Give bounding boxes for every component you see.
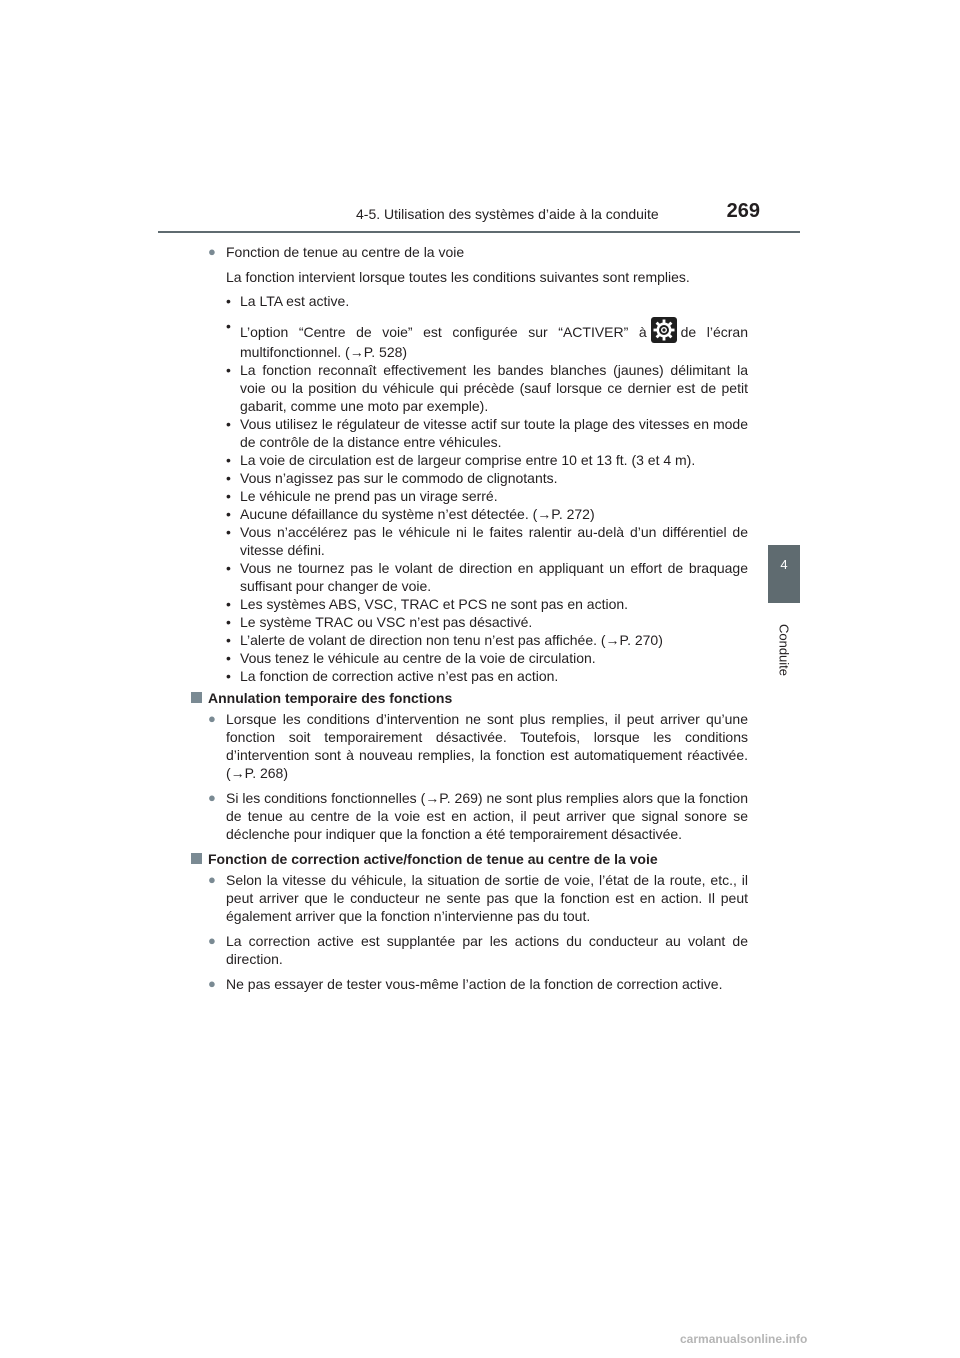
list-item: [226, 292, 748, 310]
list-item-text: La fonction de correction active n’est pas en action.: [240, 668, 559, 684]
list-item: [226, 487, 748, 505]
annulation-bullet: [208, 710, 748, 782]
list-item: [226, 613, 748, 631]
dot-icon: •: [226, 452, 231, 468]
bullet-icon: ●: [208, 244, 216, 259]
annulation-heading-text: Annulation temporaire des fonctions: [208, 690, 453, 706]
list-item-text: Vous ne tournez pas le volant de direction en appliquant un effort de braquage suffisant pour changer de voie.: [240, 560, 748, 594]
list-item: [226, 451, 748, 469]
bullet-icon: ●: [208, 872, 216, 887]
list-item-text: L’option “Centre de voie” est configurée sur “ACTIVER” à: [240, 324, 647, 340]
list-item-text: Vous utilisez le régulateur de vitesse actif sur toute la plage des vitesses en mode de contrôle de la distance entre véhicules.: [240, 416, 748, 450]
dot-icon: •: [226, 470, 231, 486]
list-item: [226, 595, 748, 613]
dot-icon: •: [226, 560, 231, 576]
bullet-icon: ●: [208, 933, 216, 948]
square-bullet-icon: [191, 853, 202, 864]
dot-icon: •: [226, 596, 231, 612]
list-item-text: La voie de circulation est de largeur comprise entre 10 et 13 ft. (3 et 4 m).: [240, 452, 696, 468]
bullet-text: La correction active est supplantée par les actions du conducteur au volant de direction.: [226, 933, 748, 967]
list-item: [226, 317, 748, 361]
list-item: [226, 523, 748, 559]
correction-bullet: [208, 975, 748, 993]
list-item-text: Le système TRAC ou VSC n’est pas désactivé.: [240, 614, 533, 630]
annulation-heading: [191, 689, 748, 707]
list-item-text: Vous tenez le véhicule au centre de la voie de circulation.: [240, 650, 596, 666]
list-item-text: de l’écran multifonctionnel. (→P. 528): [240, 324, 748, 360]
dot-icon: •: [226, 524, 231, 540]
dot-icon: •: [226, 293, 231, 309]
bullet-text: Ne pas essayer de tester vous-même l’action de la fonction de correction active.: [226, 976, 723, 992]
bullet-text: Si les conditions fonctionnelles (→P. 269) ne sont plus remplies alors que la fonction de tenue au centre de la voie est en action, il peut arriver que signal sonore se déclenche pour indiquer que la fonction a été temporairement désactivée.: [226, 790, 748, 842]
dot-icon: •: [226, 650, 231, 666]
list-item-text: Vous n’accélérez pas le véhicule ni le faites ralentir au-delà d’un différentiel de vitesse défini.: [240, 524, 748, 558]
list-item: [226, 415, 748, 451]
list-item: [226, 559, 748, 595]
bullet-text: Lorsque les conditions d’intervention ne sont plus remplies, il peut arriver qu’une fonction soit temporairement désactivée. Toutefois, lorsque les conditions d’intervention sont à nouveau remplies, la fonction est automatiquement réactivée. (→P. 268): [226, 711, 748, 781]
list-item-text: Les systèmes ABS, VSC, TRAC et PCS ne sont pas en action.: [240, 596, 629, 612]
chapter-tab: 4: [768, 545, 800, 583]
dot-icon: •: [226, 362, 231, 378]
page-content: [208, 243, 748, 993]
dot-icon: •: [226, 614, 231, 630]
list-item: [226, 667, 748, 685]
chapter-tab-stripe: [768, 583, 800, 603]
centering-title: [208, 243, 748, 261]
centering-title-text: Fonction de tenue au centre de la voie: [226, 244, 465, 260]
chapter-label: Conduite: [776, 623, 792, 677]
correction-bullet: [208, 871, 748, 925]
dot-icon: •: [226, 488, 231, 504]
list-item: [226, 469, 748, 487]
bullet-icon: ●: [208, 976, 216, 991]
list-item-text: Le véhicule ne prend pas un virage serré.: [240, 488, 498, 504]
dot-icon: •: [226, 318, 231, 334]
correction-heading-text: Fonction de correction active/fonction de tenue au centre de la voie: [208, 851, 658, 867]
annulation-bullet: [208, 789, 748, 843]
list-item: [226, 631, 748, 649]
square-bullet-icon: [191, 692, 202, 703]
header-divider: [158, 231, 800, 233]
page-number: 269: [726, 200, 760, 222]
dot-icon: •: [226, 668, 231, 684]
list-item-text: L’alerte de volant de direction non tenu n’est pas affichée. (→P. 270): [240, 632, 663, 648]
centering-intro: La fonction intervient lorsque toutes les conditions suivantes sont remplies.: [226, 269, 690, 285]
dot-icon: •: [226, 506, 231, 522]
list-item-text: Vous n’agissez pas sur le commodo de clignotants.: [240, 470, 558, 486]
correction-bullet: [208, 932, 748, 968]
list-item: [226, 505, 748, 523]
bullet-icon: ●: [208, 711, 216, 726]
list-item-text: La LTA est active.: [240, 293, 350, 309]
section-header: 4-5. Utilisation des systèmes d’aide à la conduite: [356, 206, 659, 222]
conditions-list: [208, 292, 748, 685]
list-item-text: Aucune défaillance du système n’est détectée. (→P. 272): [240, 506, 595, 522]
dot-icon: •: [226, 416, 231, 432]
correction-heading: [191, 850, 748, 868]
bullet-icon: ●: [208, 790, 216, 805]
list-item: [226, 361, 748, 415]
watermark: carmanualsonline.info: [680, 1332, 808, 1346]
list-item: [226, 649, 748, 667]
settings-gear-icon: [651, 317, 677, 343]
dot-icon: •: [226, 632, 231, 648]
bullet-text: Selon la vitesse du véhicule, la situation de sortie de voie, l’état de la route, etc., il peut arriver que le conducteur ne sente pas que la fonction est en action. Il peut également arriver que la fonction n’intervienne pas du tout.: [226, 872, 748, 924]
list-item-text: La fonction reconnaît effectivement les bandes blanches (jaunes) délimitant la voie ou la position du véhicule qui précède (sauf lorsque ce dernier est de petit gabarit, comme une moto par exemple).: [240, 362, 748, 414]
